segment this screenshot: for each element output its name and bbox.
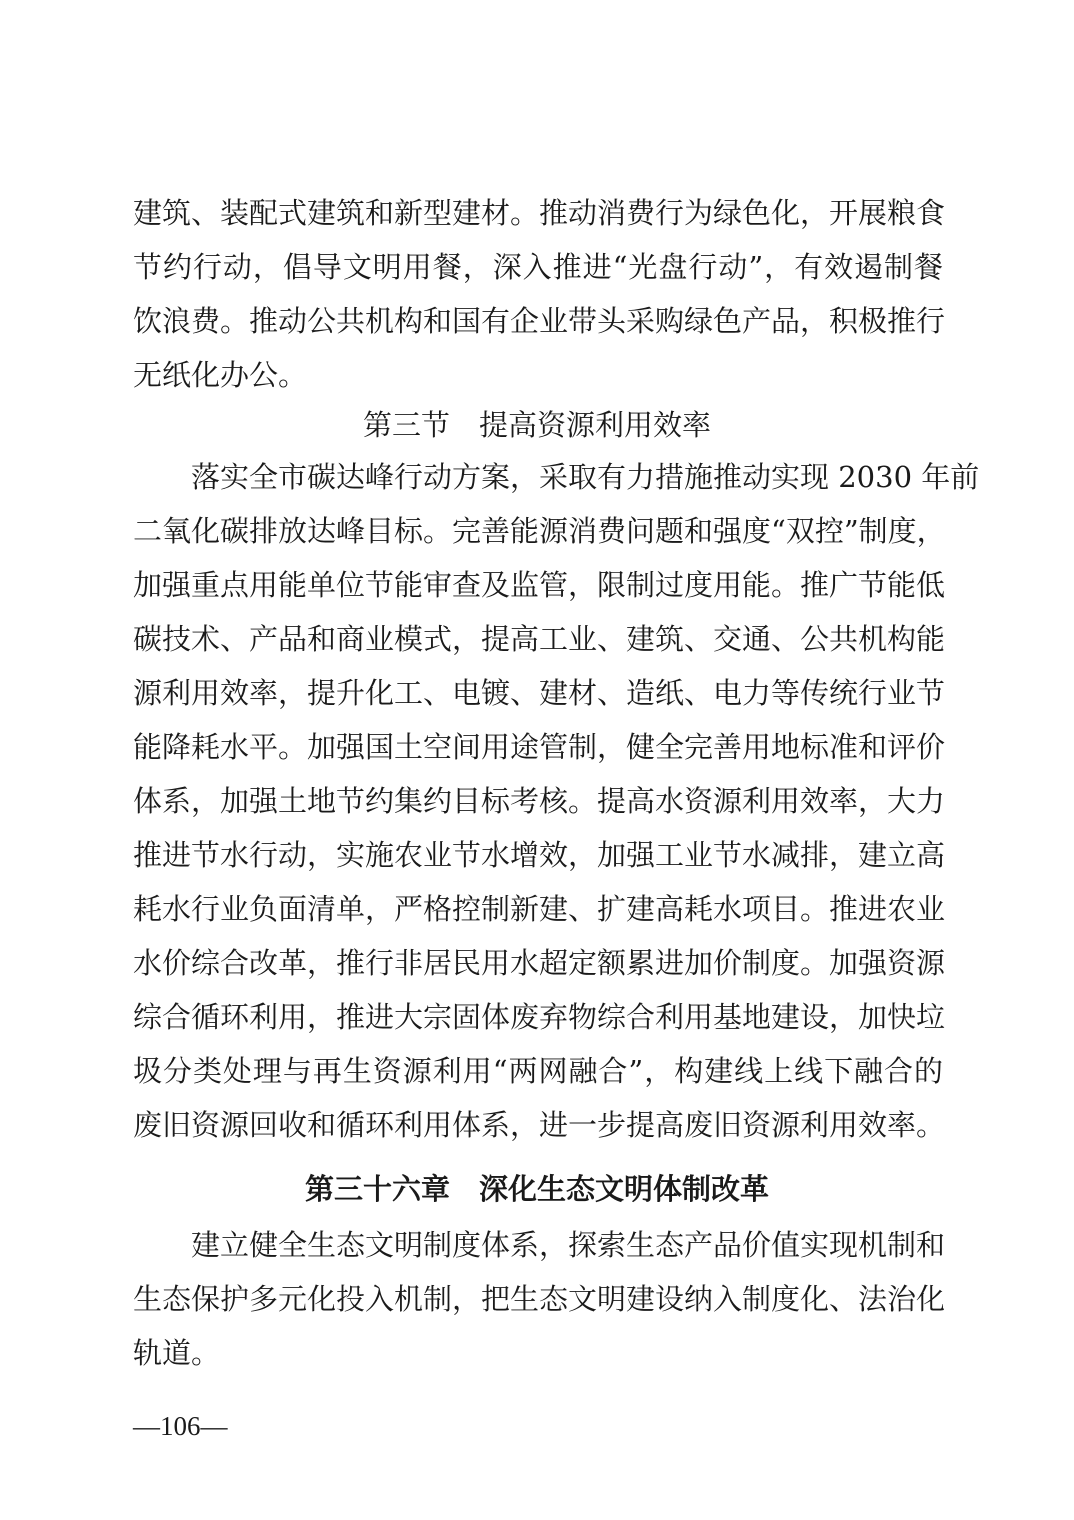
paragraph-resource-efficiency (133, 450, 980, 1152)
paragraph-line: 推进节水行动，实施农业节水增效，加强工业节水减排，建立高 (133, 838, 946, 872)
paragraph-line: 节约行动，倡导文明用餐，深入推进“光盘行动”，有效遏制餐 (133, 250, 943, 284)
paragraph-line: 水价综合改革，推行非居民用水超定额累进加价制度。加强资源 (133, 946, 946, 980)
paragraph-line: 二氧化碳排放达峰目标。完善能源消费问题和强度“双控”制度， (133, 514, 946, 548)
paragraph-line: 体系，加强土地节约集约目标考核。提高水资源利用效率，大力 (133, 784, 946, 818)
paragraph-line: 碳技术、产品和商业模式，提高工业、建筑、交通、公共机构能 (133, 622, 946, 656)
paragraph-line: 落实全市碳达峰行动方案，采取有力措施推动实现 2030 年前 (191, 460, 980, 494)
page-number: —106— (133, 1411, 228, 1441)
paragraph-line: 耗水行业负面清单，严格控制新建、扩建高耗水项目。推进农业 (133, 892, 946, 926)
section-heading: 第三节 提高资源利用效率 (362, 408, 711, 442)
paragraph-line: 无纸化办公。 (133, 358, 308, 392)
paragraph-line: 饮浪费。推动公共机构和国有企业带头采购绿色产品，积极推行 (133, 304, 946, 338)
paragraph-line: 圾分类处理与再生资源利用“两网融合”，构建线上线下融合的 (133, 1054, 943, 1088)
paragraph-line: 加强重点用能单位节能审查及监管，限制过度用能。推广节能低 (133, 568, 946, 602)
paragraph-line: 废旧资源回收和循环利用体系，进一步提高废旧资源利用效率。 (133, 1108, 946, 1142)
paragraph-line: 轨道。 (133, 1336, 221, 1370)
paragraph-line: 综合循环利用，推进大宗固体废弃物综合利用基地建设，加快垃 (133, 1000, 946, 1034)
paragraph-line: 建筑、装配式建筑和新型建材。推动消费行为绿色化，开展粮食 (133, 196, 946, 230)
paragraph-line: 源利用效率，提升化工、电镀、建材、造纸、电力等传统行业节 (133, 676, 946, 710)
paragraph-green-consumption (133, 186, 946, 402)
paragraph-line: 建立健全生态文明制度体系，探索生态产品价值实现机制和 (191, 1228, 946, 1262)
paragraph-line: 能降耗水平。加强国土空间用途管制，健全完善用地标准和评价 (133, 730, 946, 764)
paragraph-ecological-civilization (133, 1218, 946, 1380)
chapter-heading: 第三十六章 深化生态文明体制改革 (304, 1172, 769, 1206)
paragraph-line: 生态保护多元化投入机制，把生态文明建设纳入制度化、法治化 (133, 1282, 946, 1316)
